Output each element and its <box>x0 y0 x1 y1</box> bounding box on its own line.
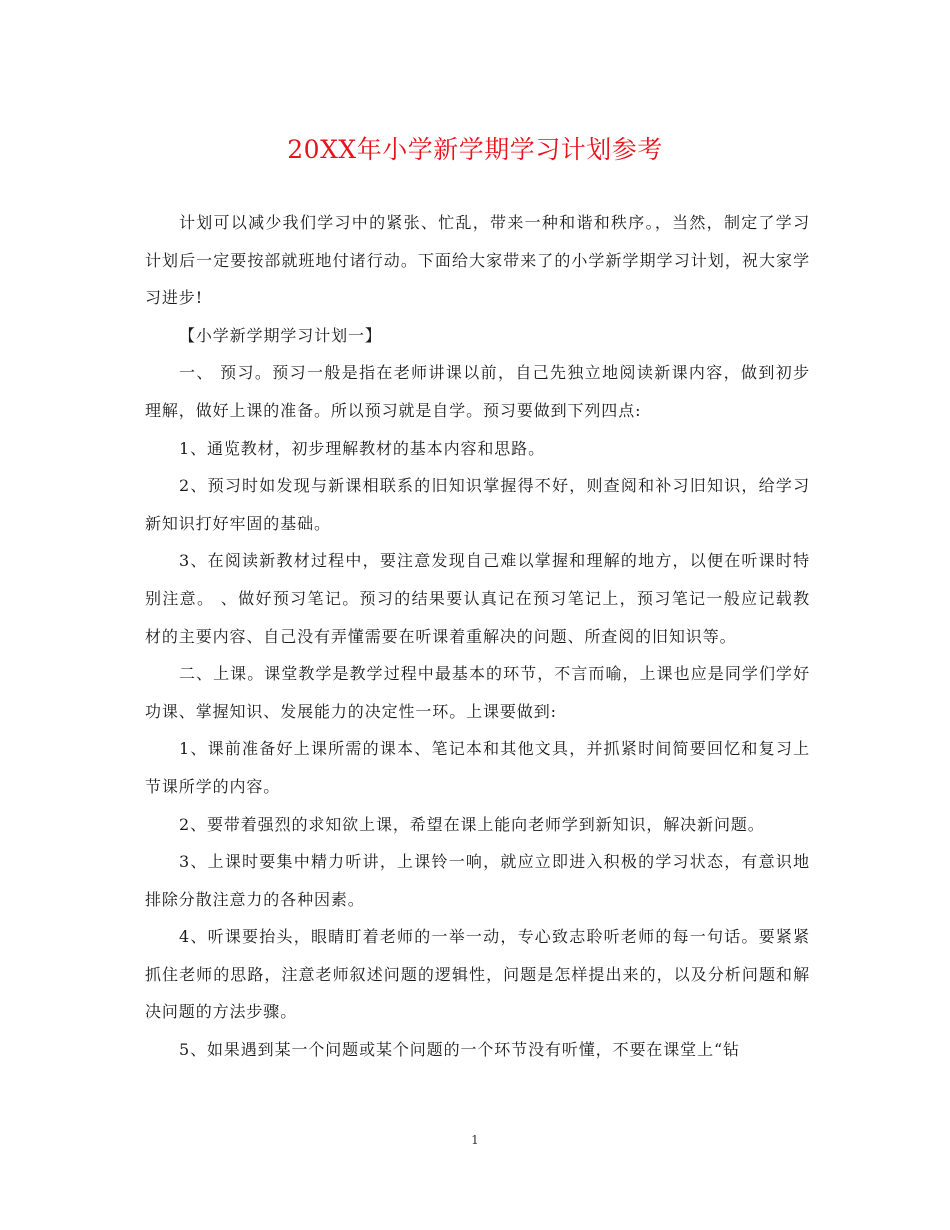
paragraph-preview-item-2: 2、预习时如发现与新课相联系的旧知识掌握得不好，则查阅和补习旧知识，给学习新知识打好牢固的基础。 <box>145 476 810 533</box>
paragraph-preview: 一、 预习。预习一般是指在老师讲课以前，自己先独立地阅读新课内容，做到初步理解，做好上课的准备。所以预习就是自学。预习要做到下列四点: <box>145 363 810 420</box>
document-title: 20XX年小学新学期学习计划参考 <box>287 135 663 164</box>
paragraph-preview-item-3: 3、在阅读新教材过程中，要注意发现自己难以掌握和理解的地方，以便在听课时特别注意。 、做好预习笔记。预习的结果要认真记在预习笔记上，预习笔记一般应记载教材的主要内容、自己没有弄懂需要在听课着重解决的问题、所查阅的旧知识等。 <box>145 551 810 646</box>
paragraph-class-item-1: 1、课前准备好上课所需的课本、笔记本和其他文具，并抓紧时间简要回忆和复习上节课所学的内容。 <box>145 739 810 796</box>
paragraph-class-item-5: 5、如果遇到某一个问题或某个问题的一个环节没有听懂，不要在课堂上“钻 <box>179 1040 740 1060</box>
paragraph-class-item-3: 3、上课时要集中精力听讲，上课铃一响，就应立即进入积极的学习状态，有意识地排除分散注意力的各种因素。 <box>145 852 810 909</box>
paragraph-preview-item-1: 1、通览教材，初步理解教材的基本内容和思路。 <box>179 438 545 458</box>
section-heading-plan-one: 【小学新学期学习计划一】 <box>179 325 382 345</box>
intro-paragraph: 计划可以减少我们学习中的紧张、忙乱，带来一种和谐和秩序。，当然，制定了学习计划后一定要按部就班地付诸行动。下面给大家带来了的小学新学期学习计划，祝大家学习进步! <box>145 213 810 308</box>
paragraph-class: 二、上课。课堂教学是教学过程中最基本的环节，不言而喻，上课也应是同学们学好功课、掌握知识、发展能力的决定性一环。上课要做到: <box>145 664 810 721</box>
paragraph-class-item-2: 2、要带着强烈的求知欲上课，希望在课上能向老师学到新知识，解决新问题。 <box>179 814 765 834</box>
document-body <box>145 204 810 1069</box>
paragraph-class-item-4: 4、听课要抬头，眼睛盯着老师的一举一动，专心致志聆听老师的每一句话。要紧紧抓住老师的思路，注意老师叙述问题的逻辑性，问题是怎样提出来的，以及分析问题和解决问题的方法步骤。 <box>145 927 810 1022</box>
page-number: 1 <box>471 1133 479 1147</box>
